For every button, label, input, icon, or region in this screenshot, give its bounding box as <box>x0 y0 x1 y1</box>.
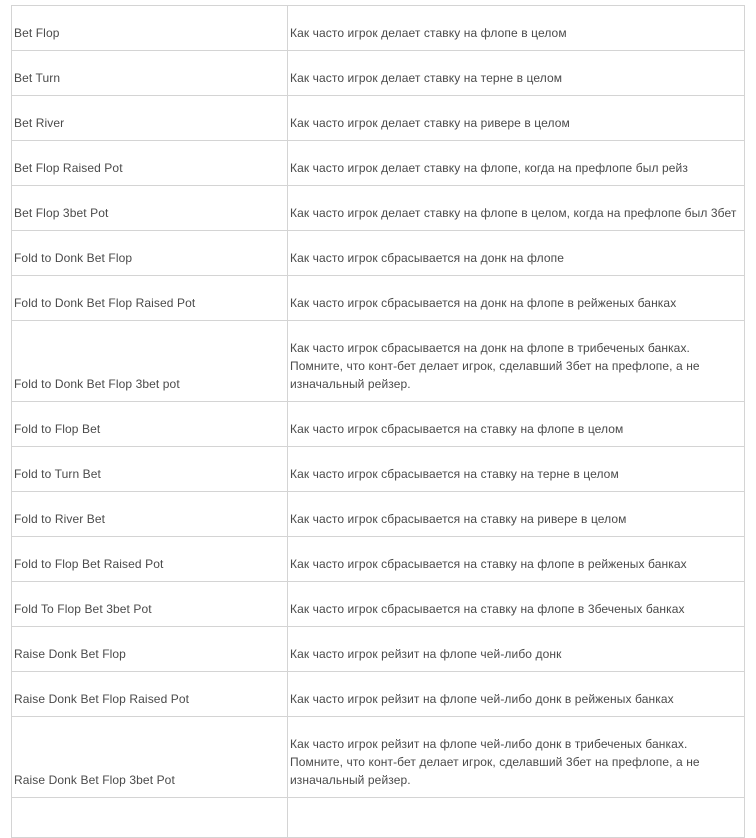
table-row <box>12 186 745 231</box>
stat-description: Как часто игрок делает ставку на ривере в целом <box>288 96 745 141</box>
stat-name: Bet Turn <box>12 51 288 96</box>
table-row <box>12 582 745 627</box>
stat-description: Как часто игрок сбрасывается на донк на флопе <box>288 231 745 276</box>
stat-description: Как часто игрок делает ставку на флопе, когда на префлопе был рейз <box>288 141 745 186</box>
stat-description: Как часто игрок делает ставку на терне в целом <box>288 51 745 96</box>
table-row <box>12 447 745 492</box>
stat-name: Bet Flop Raised Pot <box>12 141 288 186</box>
stat-description: Как часто игрок сбрасывается на ставку на флопе в рейженых банках <box>288 537 745 582</box>
stat-name: Fold to Turn Bet <box>12 447 288 492</box>
stat-name: Fold to River Bet <box>12 492 288 537</box>
table-row <box>12 537 745 582</box>
stat-name: Fold to Donk Bet Flop Raised Pot <box>12 276 288 321</box>
stat-description: Как часто игрок рейзит на флопе чей-либо донк в рейженых банках <box>288 672 745 717</box>
stat-name: Raise Donk Bet Flop 3bet Pot <box>12 717 288 798</box>
stat-description: Как часто игрок делает ставку на флопе в целом, когда на префлопе был 3бет <box>288 186 745 231</box>
table-row <box>12 6 745 51</box>
table-row <box>12 96 745 141</box>
stat-description: Как часто игрок делает ставку на флопе в целом <box>288 6 745 51</box>
stats-table-body <box>12 6 745 838</box>
stat-description: Как часто игрок сбрасывается на ставку на флопе в 3бечeных банках <box>288 582 745 627</box>
stat-name: Bet Flop 3bet Pot <box>12 186 288 231</box>
table-row <box>12 627 745 672</box>
stat-name: Fold To Flop Bet 3bet Pot <box>12 582 288 627</box>
table-row <box>12 672 745 717</box>
table-row <box>12 276 745 321</box>
stat-description-empty <box>288 798 745 838</box>
stat-name: Bet Flop <box>12 6 288 51</box>
stat-name: Bet River <box>12 96 288 141</box>
table-row <box>12 51 745 96</box>
table-row <box>12 231 745 276</box>
stat-description: Как часто игрок сбрасывается на донк на флопе в трибеченых банках. Помните, что конт-бет делает игрок, сделавший 3бет на префлопе, а не изначальный рейзер. <box>288 321 745 402</box>
stat-description: Как часто игрок сбрасывается на ставку на ривере в целом <box>288 492 745 537</box>
stats-table <box>11 5 745 838</box>
stat-description: Как часто игрок рейзит на флопе чей-либо донк в трибеченых банках. Помните, что конт-бет делает игрок, сделавший 3бет на префлопе, а не изначальный рейзер. <box>288 717 745 798</box>
stat-description: Как часто игрок сбрасывается на ставку на флопе в целом <box>288 402 745 447</box>
table-row <box>12 402 745 447</box>
stat-name: Raise Donk Bet Flop <box>12 627 288 672</box>
stat-description: Как часто игрок рейзит на флопе чей-либо донк <box>288 627 745 672</box>
stat-name-empty <box>12 798 288 838</box>
table-row <box>12 717 745 798</box>
table-row <box>12 141 745 186</box>
stat-name: Fold to Donk Bet Flop 3bet pot <box>12 321 288 402</box>
table-row <box>12 321 745 402</box>
stat-name: Fold to Flop Bet <box>12 402 288 447</box>
stat-name: Fold to Donk Bet Flop <box>12 231 288 276</box>
stat-description: Как часто игрок сбрасывается на ставку на терне в целом <box>288 447 745 492</box>
stat-description: Как часто игрок сбрасывается на донк на флопе в рейженых банках <box>288 276 745 321</box>
stat-name: Raise Donk Bet Flop Raised Pot <box>12 672 288 717</box>
stat-name: Fold to Flop Bet Raised Pot <box>12 537 288 582</box>
table-row <box>12 798 745 838</box>
table-row <box>12 492 745 537</box>
